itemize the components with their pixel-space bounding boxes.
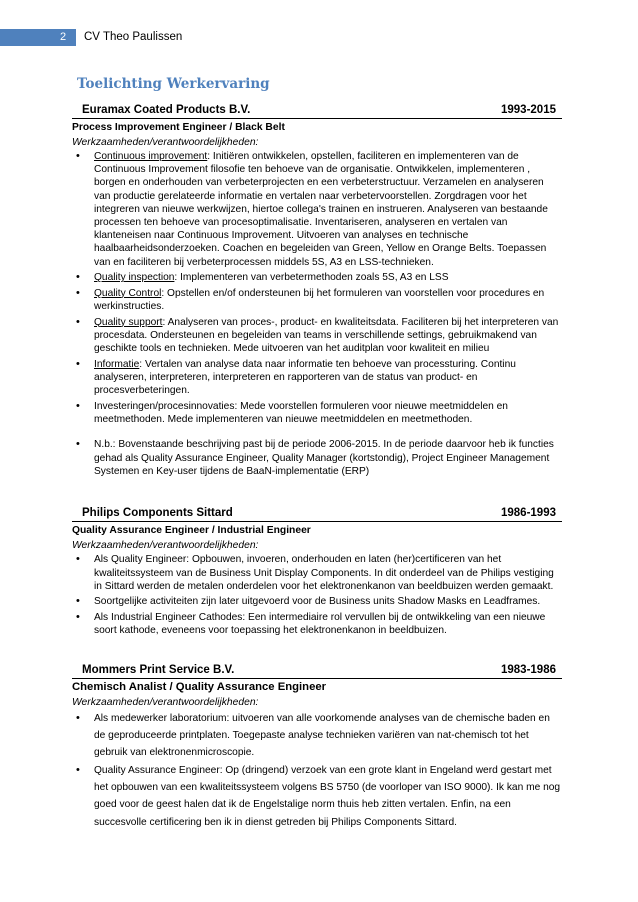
company-name: Philips Components Sittard [82,507,233,520]
section-header [72,662,562,679]
period: 1993-2015 [501,104,556,116]
section-header [72,505,562,522]
company-name: Mommers Print Service B.V. [82,663,235,676]
section-header [72,102,562,119]
item-text: Als Industrial Engineer Cathodes: Een intermediaire rol vervullen bij de ontwikkeling van een nieuwe soort kathode, eveneens voor toepassing het elektronenkanon in beeldbuizen. [94,612,546,637]
responsibility-list [72,553,562,637]
item-text: Als Quality Engineer: Opbouwen, invoeren, onderhouden en laten (her)certificeren van het kwaliteitssysteem van de Business Unit Display Components. In dit onderdeel van de Philips vestiging in Sittard werden de metalen onderdelen voor het elektronenkanon van beeldbuizen werden gemaakt. [94,554,554,592]
item-text: : Initiëren ontwikkelen, opstellen, faciliteren en implementeren van de Continuous Improvement filosofie ten behoeve van de organisatie. Ontwikkelen, implementeren , borgen en onderhouden van verbeterprojecten en een verbeterstructuur. Verzamelen en analyseren van productie gerelateerde informatie en vertalen naar verbetervoorstellen. Zorgdragen voor het integreren van nieuwe werkwijzen, hiertoe collega's trainen en instrueren. Analyseren van bestaande processen ten behoeve van procesoptimalisatie. Inventariseren, analyseren en vertalen van klanteneisen naar Continuous Improvement. Uitvoeren van analyses en technische haalbaarheidsonderzoeken. Coachen en begeleiden van Green, Yellow en Orange Belts. Toepassen van en faciliteren bij verbeterprocessen middels 5S, A3 en LSS-technieken. [94,151,548,268]
item-text: : Vertalen van analyse data naar informatie ten behoeve van processturing. Continu analyseren, interpreteren, interpreteren en rapporteren van de status van product- en procesverbeteringen. [94,358,516,397]
list-item [72,358,562,398]
job-title: Chemisch Analist / Quality Assurance Engineer [72,680,327,693]
page-header [0,0,638,42]
responsibility-list [72,710,562,831]
company-name: Euramax Coated Products B.V. [82,104,251,116]
list-item [72,710,562,762]
list-item [72,762,562,831]
item-text: Soortgelijke activiteiten zijn later uitgevoerd voor de Business units Shadow Masks en Leadframes. [94,596,541,608]
list-item [72,271,562,284]
period: 1986-1993 [501,507,556,520]
item-term: Quality inspection [94,272,175,284]
list-item [72,611,562,637]
experience-mommers [72,662,562,831]
note-text: N.b.: Bovenstaande beschrijving past bij de periode 2006-2015. In de periode daarvoor heb ik functies gehad als Quality Assurance Engineer, Quality Manager (kortstondig), Project Engineer Management Systemen en Key-user tijdens de BaaN-implementatie (ERP) [94,439,554,477]
item-text: : Implementeren van verbetermethoden zoals 5S, A3 en LSS [174,272,449,284]
responsibility-list [72,150,562,426]
job-title: Process Improvement Engineer / Black Belt [72,122,285,133]
experience-philips [72,505,562,637]
item-term: Quality support [94,316,163,328]
responsibilities-label: Werkzaamheden/verantwoordelijkheden: [72,137,259,148]
list-item [72,595,562,608]
note-list [72,438,562,478]
responsibilities-label: Werkzaamheden/verantwoordelijkheden: [72,696,259,708]
item-text: Als medewerker laboratorium: uitvoeren van alle voorkomende analyses van de chemische baden en de geproduceerde printplaten. Toegepaste analyse technieken variëren van nat-chemisch tot het gebruik van elektronenmicroscopie. [94,712,550,759]
item-text: : Opstellen en/of ondersteunen bij het formuleren van voorstellen voor procedures en werkinstructies. [94,287,545,313]
experience-euramax [72,102,562,478]
list-item [72,150,562,269]
responsibilities-label: Werkzaamheden/verantwoordelijkheden: [72,540,259,552]
list-item [72,316,562,356]
page-title: Toelichting Werkervaring [77,76,270,92]
list-item [72,400,562,426]
item-text: : Analyseren van proces-, product- en kwaliteitsdata. Faciliteren bij het interpreteren van procesdata. Ondersteunen en begeleiden van teams in verschillende settings, gebruikmakend van geschikte tools en technieken. Mede uitvoeren van het auditplan voor kwaliteit en milieu [94,316,559,355]
page-number: 2 [60,31,67,43]
list-item [72,287,562,313]
item-term: Continuous improvement [94,151,208,162]
job-title: Quality Assurance Engineer / Industrial Engineer [72,525,311,537]
note [72,438,562,478]
item-text: Investeringen/procesinnovaties: Mede voorstellen formuleren voor nieuwe meetmiddelen en meetmethoden. Mede implementeren van nieuwe meetmiddelen en meetmethoden. [94,400,508,425]
item-term: Quality Control [94,287,162,299]
item-text: Quality Assurance Engineer: Op (dringend) verzoek van een grote klant in Engeland werd gestart met het opbouwen van een kwaliteitssysteem volgens BS 5750 (de voorloper van ISO 9000). Ik kan me nog goed voor de geest halen dat ik de Engelstalige norm thuis heb zitten vertalen. Enfin, na een succesvolle certificering ben ik in dienst getreden bij Philips Components Sittard. [94,764,561,828]
list-item [72,553,562,593]
work-experience [72,102,562,831]
item-term: Informatie [94,358,140,370]
period: 1983-1986 [501,663,556,676]
header-title: CV Theo Paulissen [84,31,183,43]
